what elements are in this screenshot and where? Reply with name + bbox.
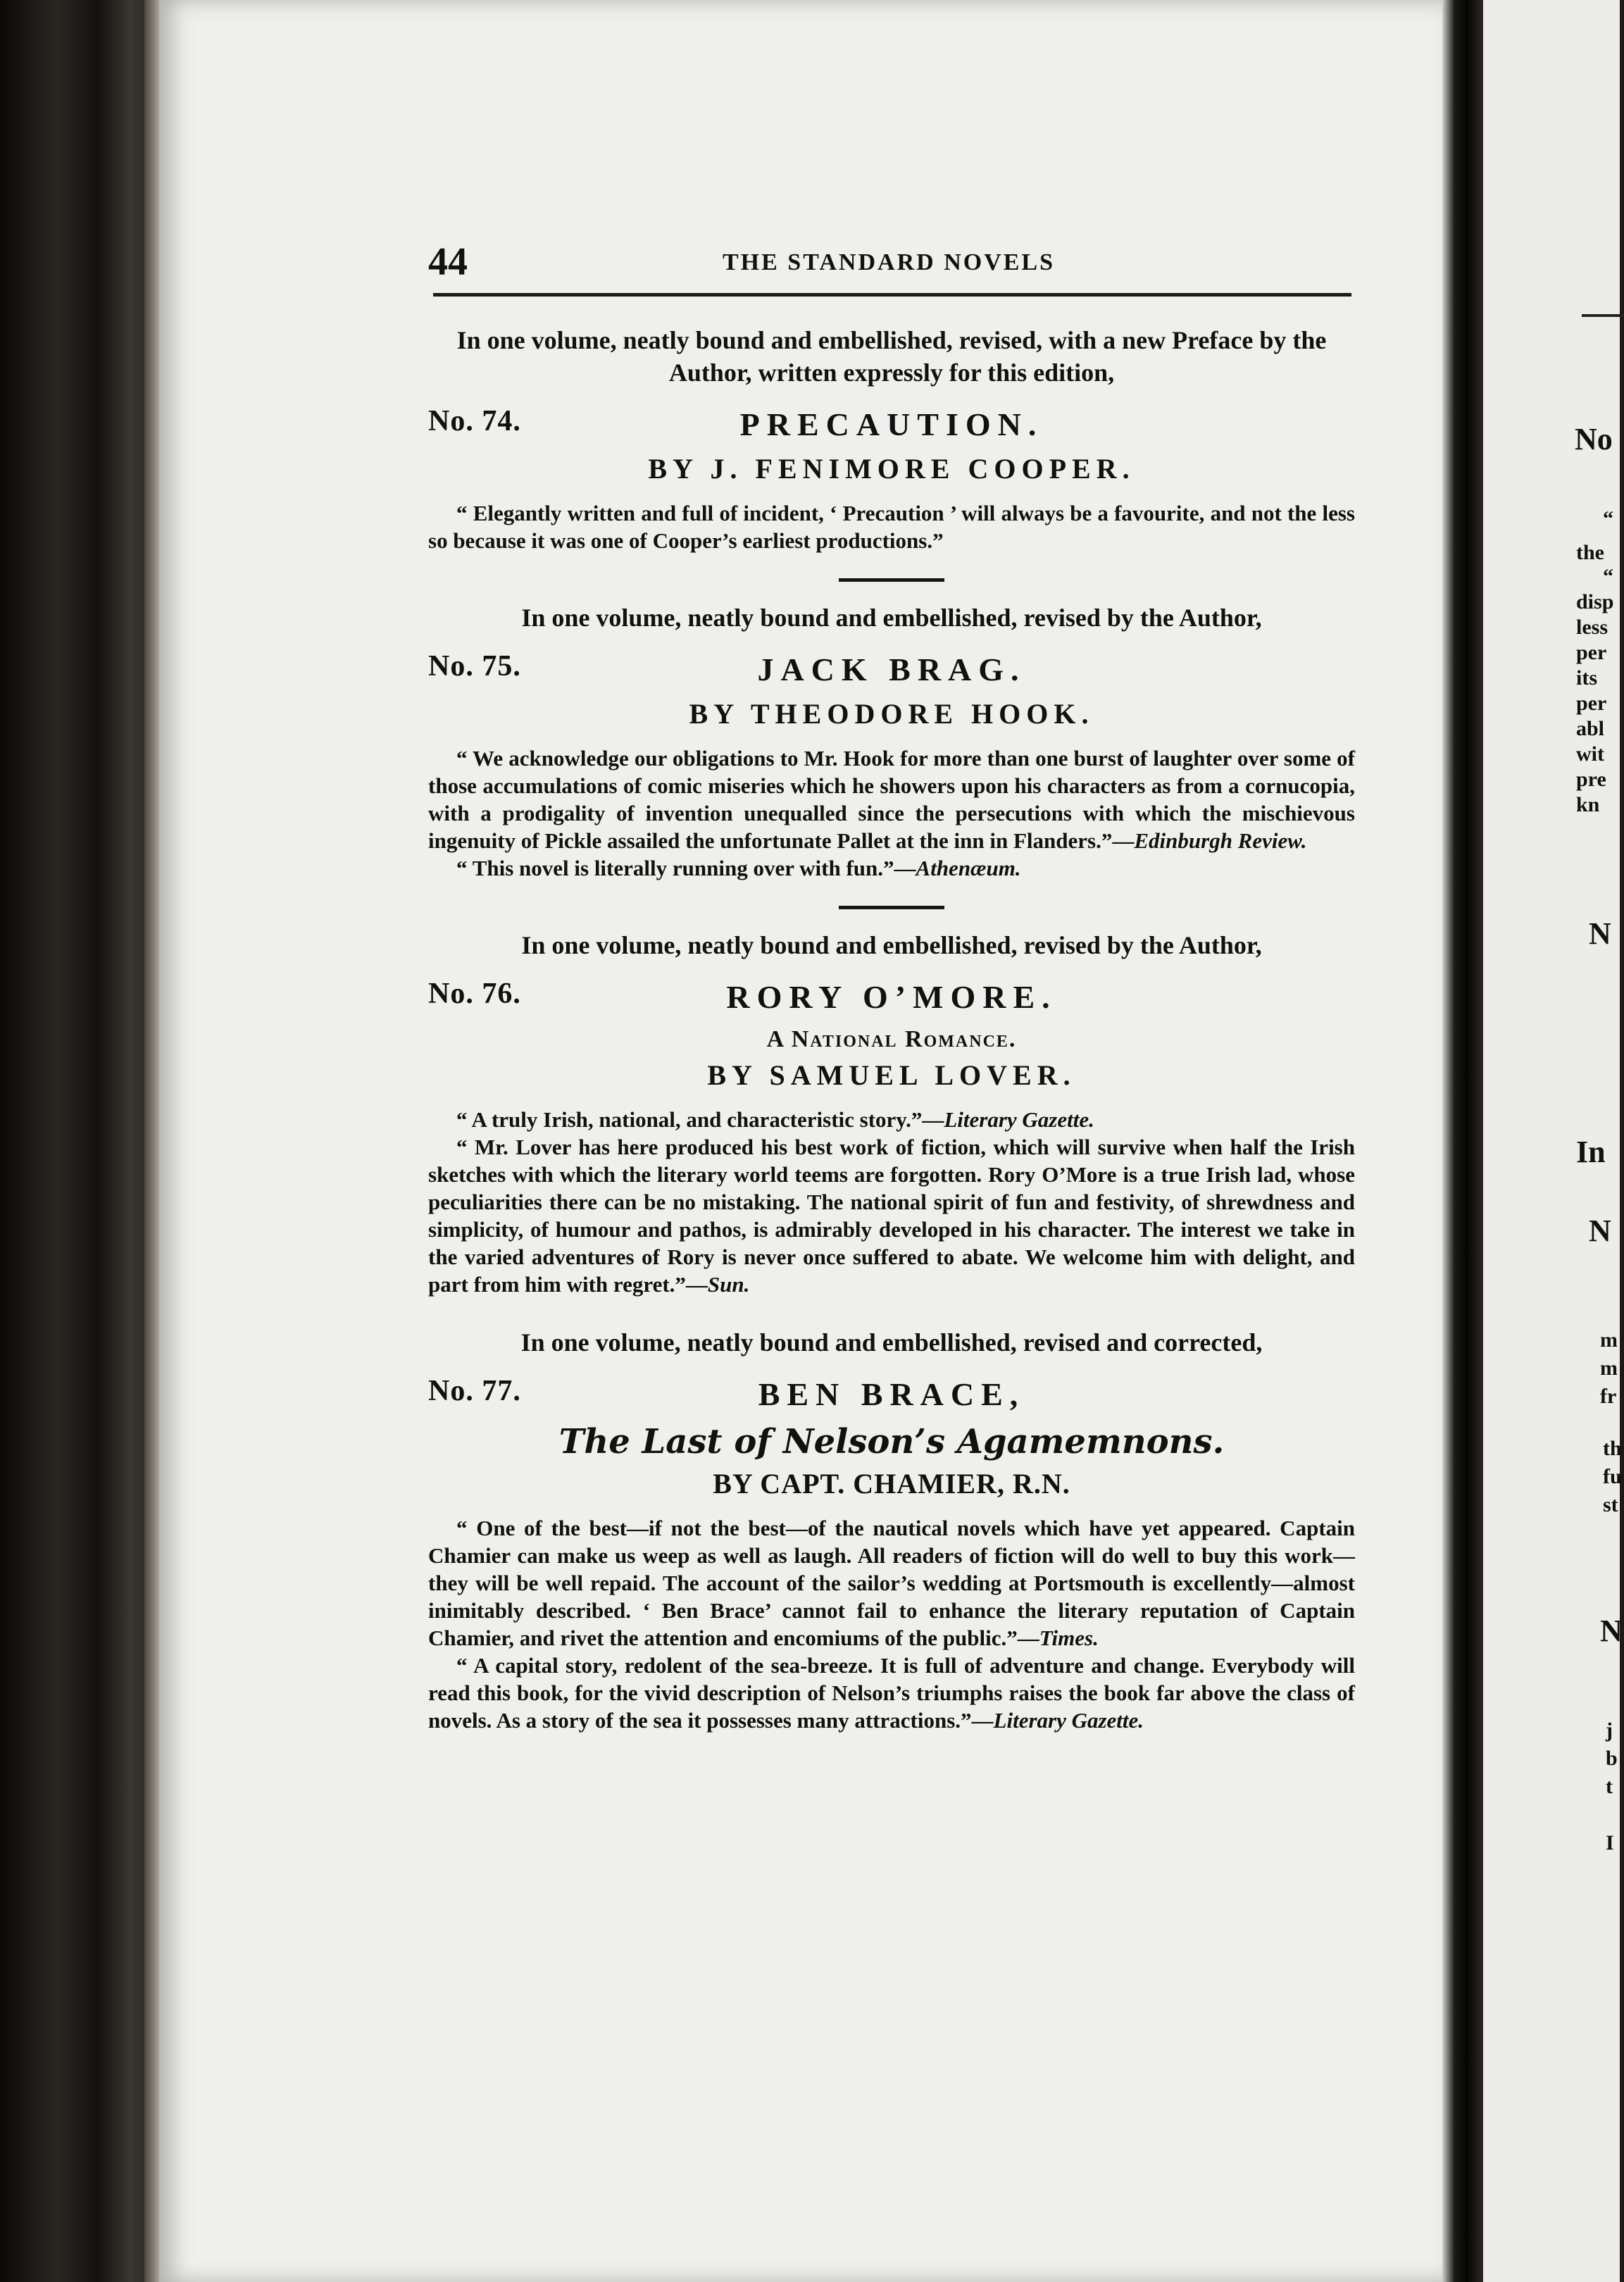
quote-text: “ A truly Irish, national, and characteristic story.”— <box>456 1107 944 1132</box>
entry-intro: In one volume, neatly bound and embellished, revised by the Author, <box>521 931 1262 959</box>
entry-number: No. 76. <box>428 978 521 1010</box>
facing-fragment: No <box>1575 422 1613 456</box>
facing-fragment: st <box>1603 1493 1618 1516</box>
entry-subtitle: A National Romance. <box>766 1026 1017 1052</box>
facing-fragment: th <box>1603 1437 1622 1460</box>
quote-text: “ Elegantly written and full of incident, ‘ Precaution ’ will always be a favourite, and not the less so because it was one of Cooper’s earliest productions.” <box>428 501 1355 553</box>
title-row <box>428 404 1355 447</box>
page-number: 44 <box>428 240 468 284</box>
entry-74 <box>428 324 1355 554</box>
facing-fragment: N <box>1589 916 1611 951</box>
quote-text: “ A capital story, redolent of the sea-breeze. It is full of adventure and change. Everybody will read this book, for the vivid description of Nelson’s triumphs raises the book far above the class of novels. As a story of the sea it possesses many attractions.”— <box>428 1653 1355 1733</box>
facing-fragment: the <box>1576 541 1604 564</box>
facing-fragment: fr <box>1600 1385 1617 1408</box>
review-quote <box>428 1106 1355 1133</box>
review-quote <box>428 1133 1355 1298</box>
entry-author: BY SAMUEL LOVER. <box>707 1059 1076 1091</box>
facing-fragment: b <box>1606 1747 1618 1770</box>
entry-intro: In one volume, neatly bound and embellished, revised and corrected, <box>520 1328 1263 1357</box>
quote-source: Sun. <box>707 1272 750 1297</box>
title-row <box>428 1374 1355 1416</box>
entry-number: No. 77. <box>428 1375 521 1407</box>
facing-fragment: abl <box>1576 717 1605 740</box>
quote-text: “ This novel is literally running over with fun.”— <box>456 856 916 880</box>
facing-header-rule <box>1582 314 1624 317</box>
quote-text: “ One of the best—if not the best—of the nautical novels which have yet appeared. Captain Chamier can make us weep as well as laugh. All readers of fiction will do well to buy this work—they will be well repaid. The account of the sailor’s wedding at Portsmouth is excellently—almost inimitably described. ‘ Ben Brace’ cannot fail to enhance the literary reputation of Captain Chamier, and rivet the attention and encomiums of the public.”— <box>428 1516 1355 1650</box>
facing-fragment: In <box>1576 1135 1606 1169</box>
section-divider <box>839 906 944 909</box>
quote-text: “ Mr. Lover has here produced his best work of fiction, which will survive when half the Irish sketches with which the literary world teems are forgotten. Rory O’More is a true Irish lad, whose peculiarities there can be no mistaking. The national spirit of fun and festivity, of shrewdness and simplicity, of humour and pathos, is admirably developed in his character. The interest we take in the varied adventures of Rory is never once suffered to abate. We welcome him with delight, and part from him with regret.”— <box>428 1135 1355 1297</box>
quote-source: Literary Gazette. <box>944 1107 1094 1132</box>
facing-fragment: “ <box>1603 565 1613 588</box>
quote-source: Times. <box>1039 1626 1099 1650</box>
facing-fragment: wit <box>1576 742 1604 766</box>
facing-fragment: m <box>1600 1357 1618 1380</box>
facing-fragment: m <box>1600 1328 1618 1352</box>
entry-title: JACK BRAG. <box>757 651 1026 687</box>
review-quote <box>428 744 1355 854</box>
facing-fragment: N <box>1600 1614 1623 1648</box>
entry-title: BEN BRACE, <box>758 1376 1025 1412</box>
facing-fragment: t <box>1606 1775 1613 1798</box>
entry-author: BY CAPT. CHAMIER, R.N. <box>713 1468 1070 1499</box>
entry-76 <box>428 929 1355 1298</box>
entry-75 <box>428 601 1355 882</box>
facing-page <box>1483 0 1623 2282</box>
review-quote <box>428 499 1355 554</box>
section-divider <box>839 578 944 582</box>
entry-author: BY THEODORE HOOK. <box>689 698 1094 730</box>
quote-source: Edinburgh Review. <box>1134 828 1307 853</box>
entry-title: PRECAUTION. <box>739 406 1044 442</box>
entry-author: BY J. FENIMORE COOPER. <box>648 453 1135 485</box>
facing-fragment: pre <box>1576 768 1606 791</box>
review-quote <box>428 854 1355 882</box>
entry-subtitle: The Last of Nelson’s Agamemnons. <box>558 1422 1225 1461</box>
entry-title: RORY O’MORE. <box>726 979 1057 1015</box>
facing-fragment: disp <box>1576 590 1614 613</box>
facing-fragment: fu <box>1603 1465 1622 1488</box>
facing-fragment: I <box>1606 1831 1614 1854</box>
header-rule <box>433 293 1351 297</box>
quote-source: Athenæum. <box>916 856 1021 880</box>
entry-77 <box>428 1326 1355 1734</box>
facing-fragment: per <box>1576 641 1607 664</box>
review-quote <box>428 1652 1355 1734</box>
facing-fragment: N <box>1589 1214 1611 1248</box>
book-gutter <box>1442 0 1483 2282</box>
title-row <box>428 977 1355 1019</box>
facing-fragment: its <box>1576 666 1597 690</box>
entry-intro: In one volume, neatly bound and embellished, revised, with a new Preface by the Author, written expressly for this edition, <box>456 326 1327 387</box>
running-title: THE STANDARD NOVELS <box>723 249 1056 275</box>
entry-number: No. 75. <box>428 650 521 682</box>
facing-fragment: less <box>1576 616 1608 639</box>
book-binding <box>0 0 163 2282</box>
quote-source: Literary Gazette. <box>993 1708 1144 1733</box>
facing-fragment: j <box>1606 1719 1613 1742</box>
title-row <box>428 649 1355 692</box>
facing-fragment: per <box>1576 692 1607 715</box>
entry-intro: In one volume, neatly bound and embellished, revised by the Author, <box>521 604 1262 632</box>
facing-fragment: kn <box>1576 793 1600 816</box>
quote-text: “ We acknowledge our obligations to Mr. Hook for more than one burst of laughter over some of those accumulations of comic miseries which he showers upon his characters as from a cornucopia, with a prodigality of invention unequalled since the persecutions with which the mischievous ingenuity of Pickle assailed the unfortunate Pallet at the inn in Flanders.”— <box>428 746 1355 853</box>
review-quote <box>428 1514 1355 1652</box>
entry-number: No. 74. <box>428 405 521 437</box>
page-content <box>428 324 1355 1734</box>
facing-fragment: “ <box>1603 507 1613 530</box>
